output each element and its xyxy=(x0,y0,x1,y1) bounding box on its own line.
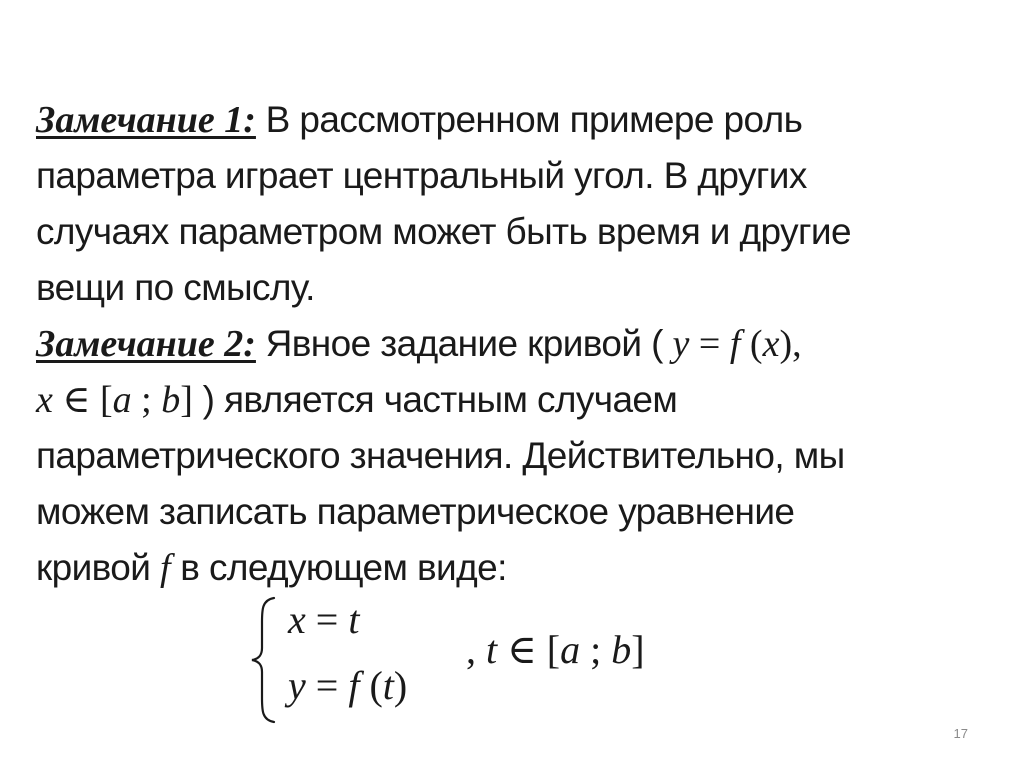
remark2-title: Замечание 2: xyxy=(36,323,256,365)
remark1-line2: параметра играет центральный угол. В других xyxy=(36,155,807,196)
equation-x: x = t xyxy=(288,597,360,642)
explicit-curve-formula: y = f (x), xyxy=(672,323,802,365)
parametric-system xyxy=(248,596,708,726)
equation-y: y = f (t) xyxy=(288,663,408,708)
remark2-line1 xyxy=(36,316,996,372)
remark2-line3: параметрического значения. Действительно, мы xyxy=(36,435,845,476)
remark1-line4: вещи по смыслу. xyxy=(36,267,315,308)
remark2-text: Явное задание кривой ( xyxy=(255,323,673,364)
page-number: 17 xyxy=(953,726,968,741)
slide-body xyxy=(36,92,996,596)
remark1-text: В рассмотренном примере роль xyxy=(255,99,803,140)
remark1-line3: случаях параметром может быть время и другие xyxy=(36,211,851,252)
remark2-line5: кривой f в следующем виде: xyxy=(36,547,507,589)
remark2-line2 xyxy=(36,372,996,428)
remark1-title: Замечание 1: xyxy=(36,99,256,141)
left-brace-icon xyxy=(248,596,284,724)
function-symbol: f xyxy=(160,547,171,589)
remark2-text-continued: ) является частным случаем xyxy=(192,379,678,420)
remark1-line1 xyxy=(36,92,996,148)
parameter-domain: , t ∈ [a ; b] xyxy=(466,627,645,672)
remark2-line4: можем записать параметрическое уравнение xyxy=(36,491,795,532)
interval-formula: x ∈ [a ; b] xyxy=(36,379,193,421)
